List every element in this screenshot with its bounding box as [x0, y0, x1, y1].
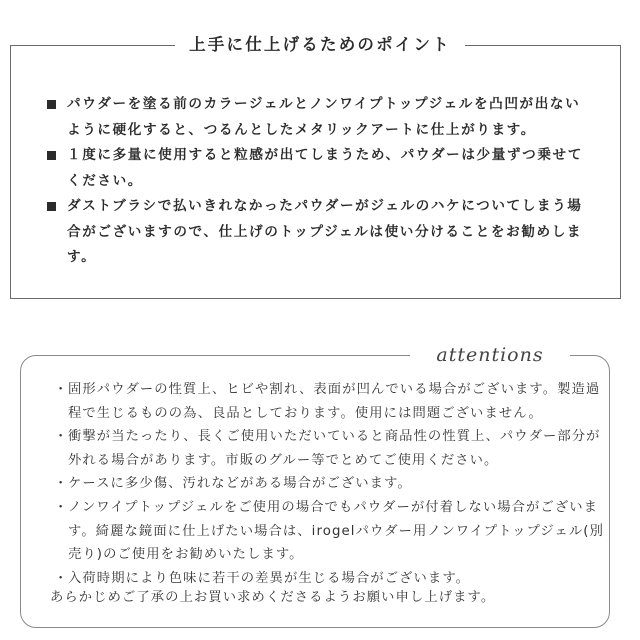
attentions-item-text: 固形パウダーの性質上、ヒビや割れ、表面が凹んでいる場合がございます。製造過程で生じるものの為、良品としております。使用には問題ございません。 — [68, 382, 601, 421]
attentions-item-text: 衝撃が当たったり、長くご使用いただいていると商品性の性質上、パウダー部分が外れる場合があります。市販のグルー等でとめてご使用ください。 — [68, 429, 601, 468]
attentions-item — [52, 496, 612, 567]
attentions-title-text: attentions — [436, 344, 544, 366]
dot-bullet-icon: ・ — [54, 476, 69, 492]
tips-title-text: 上手に仕上げるためのポイント — [175, 35, 465, 54]
square-bullet-icon — [47, 100, 56, 109]
attentions-item — [52, 472, 612, 496]
tips-item — [47, 143, 592, 194]
tips-item-text: パウダーを塗る前のカラージェルとノンワイプトップジェルを凸凹が出ないように硬化すると、つるんとしたメタリックアートに仕上がります。 — [67, 96, 581, 138]
tips-item — [47, 194, 592, 271]
tips-item — [47, 92, 592, 143]
attentions-list — [52, 378, 612, 590]
tips-item-text: ダストブラシで払いきれなかったパウダーがジェルのハケについてしまう場合がございますので、仕上げのトップジェルは使い分けることをお勧めします。 — [67, 198, 583, 265]
attentions-item — [52, 425, 612, 472]
tips-title — [0, 34, 640, 56]
attentions-item — [52, 378, 612, 425]
attentions-script-heading — [410, 340, 570, 370]
square-bullet-icon — [47, 151, 56, 160]
tips-list — [47, 92, 592, 271]
attentions-closing: あらかじめご了承の上お買い求めくださるようお願い申し上げます。 — [50, 590, 496, 605]
dot-bullet-icon: ・ — [54, 429, 69, 445]
tips-item-text: １度に多量に使用すると粒感が出てしまうため、パウダーは少量ずつ乗せてください。 — [67, 147, 583, 189]
attentions-item-text: ケースに多少傷、汚れなどがある場合がございます。 — [68, 476, 412, 492]
dot-bullet-icon: ・ — [54, 499, 69, 515]
attentions-item-text: 入荷時期により色味に若干の差異が生じる場合がございます。 — [68, 570, 471, 586]
attentions-title — [410, 340, 570, 370]
attentions-item-text: ノンワイプトップジェルをご使用の場合でもパウダーが付着しない場合がございます。綺麗な鏡面に仕上げたい場合は、irogelパウダー用ノンワイプトップジェル(別売り)のご使用をお勧めいたします。 — [68, 499, 604, 563]
square-bullet-icon — [47, 202, 56, 211]
dot-bullet-icon: ・ — [54, 570, 69, 586]
dot-bullet-icon: ・ — [54, 382, 69, 397]
